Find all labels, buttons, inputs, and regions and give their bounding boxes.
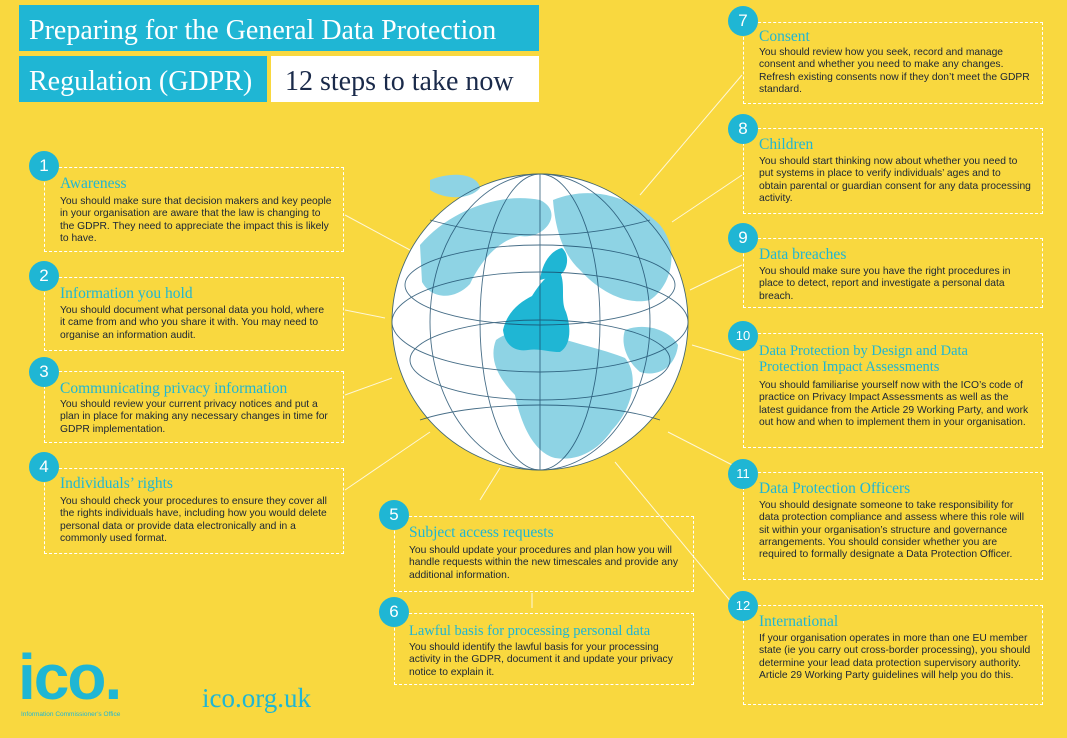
ico-logo: ico.	[18, 641, 121, 713]
step-title-1: Awareness	[60, 175, 127, 192]
step-title-8: Children	[759, 136, 814, 153]
step-body-12: If your organisation operates in more than one EU member state (ie you carry out cross-border processing), you should determine your lead data protection supervisory authority. Article 29 Working Party guidelines will help you do this.	[759, 633, 1031, 681]
step-body-2: You should document what personal data you hold, where it came from and who you share it with. You may need to organise an information audit.	[60, 305, 325, 341]
step-number-12: 12	[728, 591, 758, 621]
step-number-1: 1	[29, 151, 59, 181]
step-title-4: Individuals’ rights	[60, 475, 173, 492]
step-body-11: You should designate someone to take responsibility for data protection compliance and assess where this role will sit within your organisation’s structure and governance arrangements. You should consider whether you are required to formally designate a Data Protection Officer.	[759, 500, 1024, 561]
step-number-3: 3	[29, 357, 59, 387]
step-number-9: 9	[728, 223, 758, 253]
globe	[392, 174, 688, 470]
step-number-10: 10	[728, 321, 758, 351]
step-title-3: Communicating privacy information	[60, 380, 288, 397]
step-number-5: 5	[379, 500, 409, 530]
step-number-4: 4	[29, 452, 59, 482]
step-title-11: Data Protection Officers	[759, 480, 911, 497]
step-title-7: Consent	[759, 28, 810, 45]
step-body-5: You should update your procedures and plan how you will handle requests within the new timescales and provide any additional information.	[409, 545, 679, 581]
step-title-10: Data Protection by Design and Data Protection Impact Assessments	[759, 343, 968, 375]
step-number-11: 11	[728, 459, 758, 489]
step-body-8: You should start thinking now about whether you need to put systems in place to verify individuals’ ages and to obtain parental or guardian consent for any data processing activity.	[759, 156, 1031, 204]
step-body-3: You should review your current privacy notices and put a plan in place for making any necessary changes in time for GDPR implementation.	[60, 399, 328, 435]
step-body-6: You should identify the lawful basis for your processing activity in the GDPR, document it and update your privacy notice to explain it.	[409, 642, 673, 678]
title-line-1: Preparing for the General Data Protection	[19, 5, 539, 51]
step-number-8: 8	[728, 114, 758, 144]
step-title-5: Subject access requests	[409, 524, 554, 541]
website-url[interactable]: ico.org.uk	[202, 683, 311, 713]
title-line-2: Regulation (GDPR)	[19, 56, 267, 102]
step-title-9: Data breaches	[759, 246, 847, 263]
subtitle: 12 steps to take now	[271, 56, 539, 102]
step-number-6: 6	[379, 597, 409, 627]
step-body-4: You should check your procedures to ensure they cover all the rights individuals have, including how you would delete personal data or provide data electronically and in a commonly used format.	[60, 496, 327, 544]
step-title-6: Lawful basis for processing personal data	[409, 623, 651, 639]
step-title-12: International	[759, 613, 839, 630]
step-title-2: Information you hold	[60, 285, 193, 302]
step-body-1: You should make sure that decision makers and key people in your organisation are aware that the law is changing to the GDPR. They need to appreciate the impact this is likely to have.	[60, 196, 332, 244]
step-body-7: You should review how you seek, record and manage consent and whether you need to make any changes. Refresh existing consents now if they don’t meet the GDPR standard.	[759, 47, 1030, 95]
ico-logo-caption: Information Commissioner’s Office	[21, 711, 121, 718]
step-number-2: 2	[29, 261, 59, 291]
step-body-10: You should familiarise yourself now with the ICO’s code of practice on Privacy Impact Assessments as well as the latest guidance from the Article 29 Working Party, and work out how and when to implement them in your organisation.	[759, 380, 1029, 428]
step-body-9: You should make sure you have the right procedures in place to detect, report and investigate a personal data breach.	[759, 266, 1011, 302]
step-number-7: 7	[728, 6, 758, 36]
